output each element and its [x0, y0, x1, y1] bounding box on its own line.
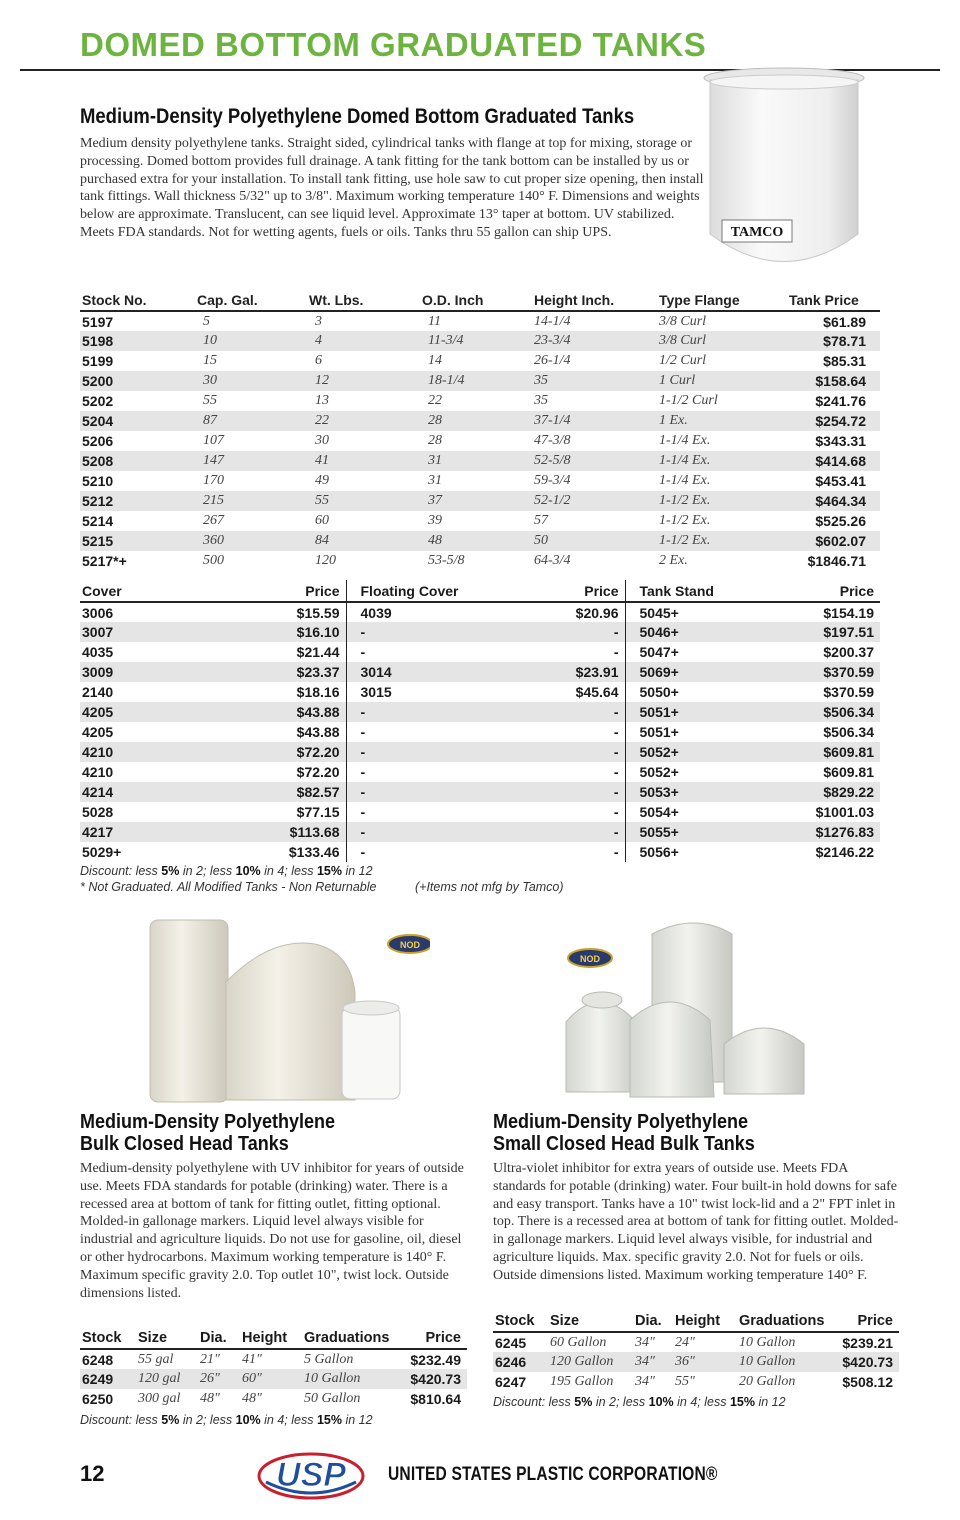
flange-cell: 1-1/4 Ex. [659, 473, 711, 488]
col-floating-cover: Floating Cover [346, 580, 529, 602]
tank-stand-price-cell: $829.22 [795, 782, 880, 802]
floating-cover-price-cell: - [529, 742, 625, 762]
price-cell: $810.64 [410, 1391, 461, 1407]
size-cell: 300 gal [138, 1391, 181, 1406]
tank-stand-price-cell: $370.59 [795, 662, 880, 682]
col-price: Price [397, 1327, 467, 1349]
flange-cell: 2 Ex. [659, 553, 688, 568]
cover-price-cell: $77.15 [296, 804, 340, 820]
od-cell: 22 [428, 393, 442, 408]
price-cell: $239.21 [842, 1334, 893, 1351]
capacity-cell: 15 [203, 353, 217, 368]
col-cap-gal: Cap. Gal. [195, 289, 307, 311]
col-tank-stand: Tank Stand [625, 580, 795, 602]
weight-cell: 84 [307, 531, 420, 551]
col-cover: Cover [80, 580, 258, 602]
cover-price-cell: $133.46 [288, 844, 340, 860]
col-tank-price: Tank Price [787, 289, 880, 311]
weight-cell: 60 [315, 513, 329, 528]
height-cell: 36" [673, 1352, 737, 1372]
col-size: Size [136, 1327, 198, 1349]
tank-stand-cell: 5051+ [625, 702, 795, 722]
tank-stand-cell: 5054+ [625, 802, 795, 822]
weight-cell: 4 [307, 331, 420, 351]
tank-stand-price-cell: $2146.22 [815, 844, 874, 860]
table-row [80, 762, 880, 782]
col-floating-cover-price: Price [529, 580, 625, 602]
footnote-not-graduated: * Not Graduated. All Modified Tanks - Non Returnable [80, 880, 377, 894]
tank-stand-price-cell: $609.81 [795, 742, 880, 762]
table-row [80, 642, 880, 662]
floating-cover-price-cell: - [613, 844, 619, 860]
table-row [80, 411, 880, 431]
col-stock-no: Stock No. [80, 289, 195, 311]
tank-stand-cell: 5053+ [625, 782, 795, 802]
table-row [80, 602, 880, 622]
dia-cell: 34" [633, 1352, 673, 1372]
table-row [80, 431, 880, 451]
nod-badge-text: NOD [400, 940, 420, 950]
domed-tank-table [80, 289, 880, 571]
flange-cell: 3/8 Curl [657, 331, 787, 351]
price-cell: $158.64 [787, 371, 880, 391]
table-header-row [80, 1327, 467, 1349]
capacity-cell: 30 [195, 371, 307, 391]
dia-cell: 21" [200, 1351, 220, 1367]
page-title: DOMED BOTTOM GRADUATED TANKS [80, 26, 707, 63]
small-discount: Discount: less 5% in 2; less 10% in 4; less 15% in 12 [493, 1395, 786, 1409]
floating-cover-cell: - [346, 762, 529, 782]
price-cell: $254.72 [787, 411, 880, 431]
tank-stand-cell: 5045+ [625, 602, 795, 622]
stock-no-cell: 5214 [82, 513, 114, 529]
size-cell: 120 gal [136, 1369, 198, 1389]
cover-price-cell: $43.88 [258, 702, 346, 722]
tank-stand-cell: 5052+ [625, 762, 795, 782]
table-row [493, 1372, 899, 1392]
col-height: Height [240, 1327, 302, 1349]
tank-stand-cell: 5047+ [625, 642, 795, 662]
col-od-inch: O.D. Inch [420, 289, 532, 311]
height-cell: 60" [240, 1369, 302, 1389]
bulk-section-heading: Medium-Density Polyethylene Bulk Closed Head Tanks [80, 1111, 336, 1155]
price-cell: $241.76 [815, 393, 866, 409]
table-header-row [80, 289, 880, 311]
table-row [80, 822, 880, 842]
height-cell: 57 [534, 513, 548, 528]
stock-no-cell: 5212 [80, 491, 195, 511]
col-stock: Stock [80, 1327, 136, 1349]
capacity-cell: 360 [195, 531, 307, 551]
price-cell: $414.68 [787, 451, 880, 471]
stock-no-cell: 5197 [82, 313, 114, 330]
floating-cover-price-cell: - [613, 804, 619, 820]
capacity-cell: 500 [203, 553, 224, 568]
size-cell: 60 Gallon [550, 1334, 607, 1350]
price-cell: $61.89 [823, 313, 866, 330]
table-row [80, 471, 880, 491]
tank-stand-cell: 5056+ [625, 842, 795, 862]
price-cell: $464.34 [787, 491, 880, 511]
cover-price-cell: $21.44 [296, 644, 340, 660]
floating-cover-cell: - [346, 702, 529, 722]
table-row [80, 742, 880, 762]
floating-cover-cell: - [346, 842, 529, 862]
cover-price-cell: $72.20 [296, 764, 340, 780]
flange-cell: 1-1/2 Curl [659, 393, 718, 408]
table-row [80, 391, 880, 411]
capacity-cell: 215 [195, 491, 307, 511]
floating-cover-cell: - [346, 722, 529, 742]
page-number: 12 [80, 1461, 105, 1486]
table-row [493, 1352, 899, 1372]
table-row [80, 622, 880, 642]
cover-price-cell: $43.88 [296, 724, 340, 740]
tank-stand-cell: 5069+ [625, 662, 795, 682]
table-header-row [80, 580, 880, 602]
cover-price-cell: $15.59 [296, 604, 340, 621]
graduations-cell: 10 Gallon [737, 1352, 832, 1372]
stock-no-cell: 5206 [82, 433, 114, 449]
height-cell: 41" [242, 1351, 262, 1367]
floating-cover-cell: - [346, 782, 529, 802]
cover-cell: 2140 [82, 684, 114, 700]
flange-cell: 1-1/4 Ex. [659, 433, 711, 448]
weight-cell: 12 [307, 371, 420, 391]
bulk-tanks-photo [140, 912, 430, 1104]
height-cell: 55" [675, 1374, 695, 1389]
small-tanks-photo [560, 912, 810, 1104]
small-section-heading: Medium-Density Polyethylene Small Closed Head Bulk Tanks [493, 1111, 755, 1155]
col-tank-stand-price: Price [795, 580, 880, 602]
floating-cover-cell: - [346, 742, 529, 762]
cover-cell: 5029+ [82, 844, 122, 860]
table-row [80, 1349, 467, 1369]
stock-cell: 6246 [493, 1352, 548, 1372]
price-cell: $85.31 [823, 353, 866, 369]
height-cell: 64-3/4 [534, 553, 571, 568]
col-type-flange: Type Flange [657, 289, 787, 311]
table-row [80, 802, 880, 822]
height-cell: 23-3/4 [532, 331, 657, 351]
capacity-cell: 55 [203, 393, 217, 408]
tamco-label-text: TAMCO [730, 225, 784, 240]
cover-cell: 5028 [82, 804, 114, 820]
stock-no-cell: 5215 [80, 531, 195, 551]
od-cell: 18-1/4 [420, 371, 532, 391]
od-cell: 11-3/4 [420, 331, 532, 351]
flange-cell: 1/2 Curl [659, 353, 707, 368]
flange-cell: 1-1/2 Ex. [657, 531, 787, 551]
graduations-cell: 20 Gallon [739, 1374, 796, 1389]
table-row [80, 451, 880, 471]
table-header-row [493, 1310, 899, 1332]
graduations-cell: 50 Gallon [304, 1391, 361, 1406]
floating-cover-price-cell: - [613, 644, 619, 660]
col-wt-lbs: Wt. Lbs. [307, 289, 420, 311]
height-cell: 50 [532, 531, 657, 551]
cover-price-cell: $18.16 [296, 684, 340, 700]
stock-no-cell: 5204 [80, 411, 195, 431]
table-row [80, 1369, 467, 1389]
table-row [80, 1389, 467, 1409]
col-size: Size [548, 1310, 633, 1332]
dia-cell: 48" [200, 1391, 220, 1406]
price-cell: $602.07 [787, 531, 880, 551]
flange-cell: 1-1/4 Ex. [657, 451, 787, 471]
weight-cell: 6 [315, 353, 322, 368]
table-row [80, 782, 880, 802]
flange-cell: 1 Ex. [657, 411, 787, 431]
stock-cell: 6247 [495, 1374, 527, 1390]
bulk-description: Medium-density polyethylene with UV inhibitor for years of outside use. Meets FDA standards for potable (drinking) water. There is a recessed area at bottom of tank for fitting outlet, fitting optional. Molded-in gallonage markers. Liquid level always visible for industrial and agriculture liquids. Do not use for gasoline, oil, diesel or other hydrocarbons. Maximum working temperature is 140° F. Maximum specific gravity 2.0. Top outlet 10", twist lock. Outside dimensions listed. [80, 1161, 464, 1301]
cover-price-cell: $82.57 [258, 782, 346, 802]
height-cell: 37-1/4 [532, 411, 657, 431]
col-height-inch: Height Inch. [532, 289, 657, 311]
footnote-not-mfg: (+Items not mfg by Tamco) [415, 880, 564, 894]
graduations-cell: 10 Gallon [302, 1369, 397, 1389]
table-row [80, 551, 880, 571]
cover-price-cell: $113.68 [258, 822, 346, 842]
dia-cell: 34" [635, 1334, 655, 1350]
table-row [80, 702, 880, 722]
height-cell: 59-3/4 [534, 473, 571, 488]
flange-cell: 1 Curl [657, 371, 787, 391]
flange-cell: 3/8 Curl [659, 313, 707, 329]
floating-cover-cell: - [346, 622, 529, 642]
size-cell: 55 gal [138, 1351, 174, 1367]
tank-stand-cell: 5046+ [625, 622, 795, 642]
capacity-cell: 87 [195, 411, 307, 431]
tank-stand-price-cell: $370.59 [823, 684, 874, 700]
stock-cell: 6249 [80, 1369, 136, 1389]
col-graduations: Graduations [302, 1327, 397, 1349]
od-cell: 14 [428, 353, 442, 368]
floating-cover-cell: 3014 [346, 662, 529, 682]
od-cell: 53-5/8 [428, 553, 465, 568]
cover-cell: 4210 [82, 764, 114, 780]
price-cell: $420.73 [397, 1369, 467, 1389]
accessories-discount: Discount: less 5% in 2; less 10% in 4; less 15% in 12 [80, 864, 373, 878]
weight-cell: 55 [307, 491, 420, 511]
cover-cell: 4214 [80, 782, 258, 802]
small-description: Ultra-violet inhibitor for extra years of outside use. Meets FDA standards for potable (drinking) water. Four built-in hold downs for safe and easy transport. Tanks have a 10" twist lock-lid and a 2" FPT inlet in top. There is a recessed area at bottom of tank for fitting outlet. Molded-in gallonage markers. Liquid level always visible, for industrial and agriculture liquids. Max. specific gravity 2.0. Not for fuels or oils. Outside dimensions listed. Maximum working temperature 140° F. [493, 1161, 899, 1283]
flange-cell: 1-1/2 Ex. [659, 513, 711, 528]
height-cell: 35 [534, 393, 548, 408]
cover-price-cell: $23.37 [258, 662, 346, 682]
capacity-cell: 267 [203, 513, 224, 528]
table-row [80, 662, 880, 682]
tank-stand-price-cell: $154.19 [823, 604, 874, 621]
stock-no-cell: 5208 [80, 451, 195, 471]
capacity-cell: 170 [203, 473, 224, 488]
cover-cell: 3006 [82, 604, 114, 621]
tank-stand-price-cell: $609.81 [823, 764, 874, 780]
floating-cover-price-cell: $23.91 [529, 662, 625, 682]
price-cell: $343.31 [815, 433, 866, 449]
domed-section-heading: Medium-Density Polyethylene Domed Bottom Graduated Tanks [80, 105, 635, 128]
price-cell: $232.49 [410, 1351, 461, 1368]
od-cell: 28 [420, 411, 532, 431]
height-cell: 52-1/2 [532, 491, 657, 511]
stock-cell: 6245 [495, 1334, 527, 1351]
height-cell: 52-5/8 [532, 451, 657, 471]
cover-cell: 4035 [82, 644, 114, 660]
table-row [80, 842, 880, 862]
od-cell: 39 [428, 513, 442, 528]
graduations-cell: 5 Gallon [304, 1351, 354, 1367]
col-stock: Stock [493, 1310, 548, 1332]
accessories-table [80, 580, 880, 862]
table-row [80, 682, 880, 702]
stock-no-cell: 5217*+ [82, 553, 127, 569]
floating-cover-cell: - [346, 802, 529, 822]
floating-cover-price-cell: - [529, 822, 625, 842]
height-cell: 26-1/4 [534, 353, 571, 368]
floating-cover-price-cell: $45.64 [575, 684, 619, 700]
table-row [493, 1332, 899, 1352]
col-cover-price: Price [258, 580, 346, 602]
table-row [80, 331, 880, 351]
capacity-cell: 5 [203, 313, 210, 329]
weight-cell: 13 [315, 393, 329, 408]
od-cell: 28 [428, 433, 442, 448]
table-row [80, 491, 880, 511]
floating-cover-cell: - [346, 822, 529, 842]
cover-cell: 4205 [82, 724, 114, 740]
floating-cover-price-cell: - [529, 782, 625, 802]
cover-cell: 4205 [80, 702, 258, 722]
tank-stand-cell: 5050+ [625, 682, 795, 702]
price-cell: $78.71 [787, 331, 880, 351]
height-cell: 14-1/4 [534, 313, 571, 329]
price-cell: $453.41 [815, 473, 866, 489]
domed-tank-image [700, 64, 868, 274]
weight-cell: 120 [315, 553, 336, 568]
floating-cover-price-cell: - [529, 622, 625, 642]
height-cell: 47-3/8 [534, 433, 571, 448]
floating-cover-cell: - [346, 642, 529, 662]
od-cell: 11 [428, 313, 441, 329]
col-graduations: Graduations [737, 1310, 832, 1332]
height-cell: 24" [675, 1334, 695, 1350]
price-cell: $525.26 [815, 513, 866, 529]
stock-no-cell: 5202 [82, 393, 114, 409]
weight-cell: 41 [307, 451, 420, 471]
table-row [80, 351, 880, 371]
dia-cell: 34" [635, 1374, 655, 1389]
col-height: Height [673, 1310, 737, 1332]
cover-price-cell: $72.20 [258, 742, 346, 762]
od-cell: 48 [420, 531, 532, 551]
cover-price-cell: $16.10 [258, 622, 346, 642]
tank-stand-price-cell: $200.37 [823, 644, 874, 660]
tank-stand-price-cell: $1001.03 [815, 804, 874, 820]
stock-no-cell: 5200 [80, 371, 195, 391]
table-row [80, 511, 880, 531]
bulk-discount: Discount: less 5% in 2; less 10% in 4; less 15% in 12 [80, 1413, 373, 1427]
usp-logo-text: USP [276, 1456, 346, 1494]
tank-stand-price-cell: $506.34 [823, 724, 874, 740]
cover-cell: 3007 [80, 622, 258, 642]
stock-no-cell: 5199 [82, 353, 114, 369]
tank-stand-cell: 5052+ [625, 742, 795, 762]
table-row [80, 371, 880, 391]
small-tank-table [493, 1310, 899, 1392]
od-cell: 31 [420, 451, 532, 471]
stock-no-cell: 5198 [80, 331, 195, 351]
capacity-cell: 10 [195, 331, 307, 351]
usp-logo [256, 1446, 366, 1502]
capacity-cell: 147 [195, 451, 307, 471]
tank-stand-price-cell: $506.34 [795, 702, 880, 722]
tank-stand-cell: 5051+ [625, 722, 795, 742]
floating-cover-price-cell: - [613, 724, 619, 740]
floating-cover-price-cell: $20.96 [575, 604, 619, 621]
capacity-cell: 107 [203, 433, 224, 448]
tank-stand-price-cell: $1276.83 [795, 822, 880, 842]
height-cell: 48" [242, 1391, 262, 1406]
weight-cell: 49 [315, 473, 329, 488]
floating-cover-cell: 3015 [346, 682, 529, 702]
price-cell: $1846.71 [807, 553, 866, 569]
cover-cell: 4210 [80, 742, 258, 762]
weight-cell: 30 [315, 433, 329, 448]
table-row [80, 311, 880, 331]
weight-cell: 3 [315, 313, 322, 329]
size-cell: 120 Gallon [548, 1352, 633, 1372]
od-cell: 37 [420, 491, 532, 511]
cover-cell: 4217 [80, 822, 258, 842]
price-cell: $508.12 [842, 1374, 893, 1390]
col-price: Price [832, 1310, 899, 1332]
weight-cell: 22 [307, 411, 420, 431]
dia-cell: 26" [198, 1369, 240, 1389]
table-row [80, 722, 880, 742]
size-cell: 195 Gallon [550, 1374, 614, 1389]
stock-cell: 6248 [82, 1351, 114, 1368]
company-name: UNITED STATES PLASTIC CORPORATION® [388, 1464, 718, 1485]
table-row [80, 531, 880, 551]
col-dia: Dia. [633, 1310, 673, 1332]
graduations-cell: 10 Gallon [739, 1334, 796, 1350]
height-cell: 35 [532, 371, 657, 391]
tank-stand-price-cell: $197.51 [795, 622, 880, 642]
nod-badge-text: NOD [580, 954, 600, 964]
floating-cover-cell: 4039 [346, 602, 529, 622]
cover-cell: 3009 [80, 662, 258, 682]
stock-cell: 6250 [82, 1391, 114, 1407]
col-dia: Dia. [198, 1327, 240, 1349]
floating-cover-price-cell: - [529, 702, 625, 722]
price-cell: $420.73 [832, 1352, 899, 1372]
bulk-tank-table [80, 1327, 467, 1409]
domed-description: Medium density polyethylene tanks. Straight sided, cylindrical tanks with flange at top for mixing, storage or processing. Domed bottom provides full drainage. A tank fitting for the tank bottom can be installed by us or purchased extra for your installation. To install tank fitting, use hole saw to cut proper size opening, then install tank fittings. Wall thickness 5/32" up to 3/8". Maximum working temperature 140° F. Dimensions and weights below are approximate. Translucent, can see liquid level. Approximate 13° taper at bottom. UV stabilized. Meets FDA standards. Not for wetting agents, fuels or oils. Tanks thru 55 gallon can ship UPS. [80, 136, 704, 240]
od-cell: 31 [428, 473, 442, 488]
tank-stand-cell: 5055+ [625, 822, 795, 842]
stock-no-cell: 5210 [82, 473, 114, 489]
floating-cover-price-cell: - [613, 764, 619, 780]
flange-cell: 1-1/2 Ex. [657, 491, 787, 511]
